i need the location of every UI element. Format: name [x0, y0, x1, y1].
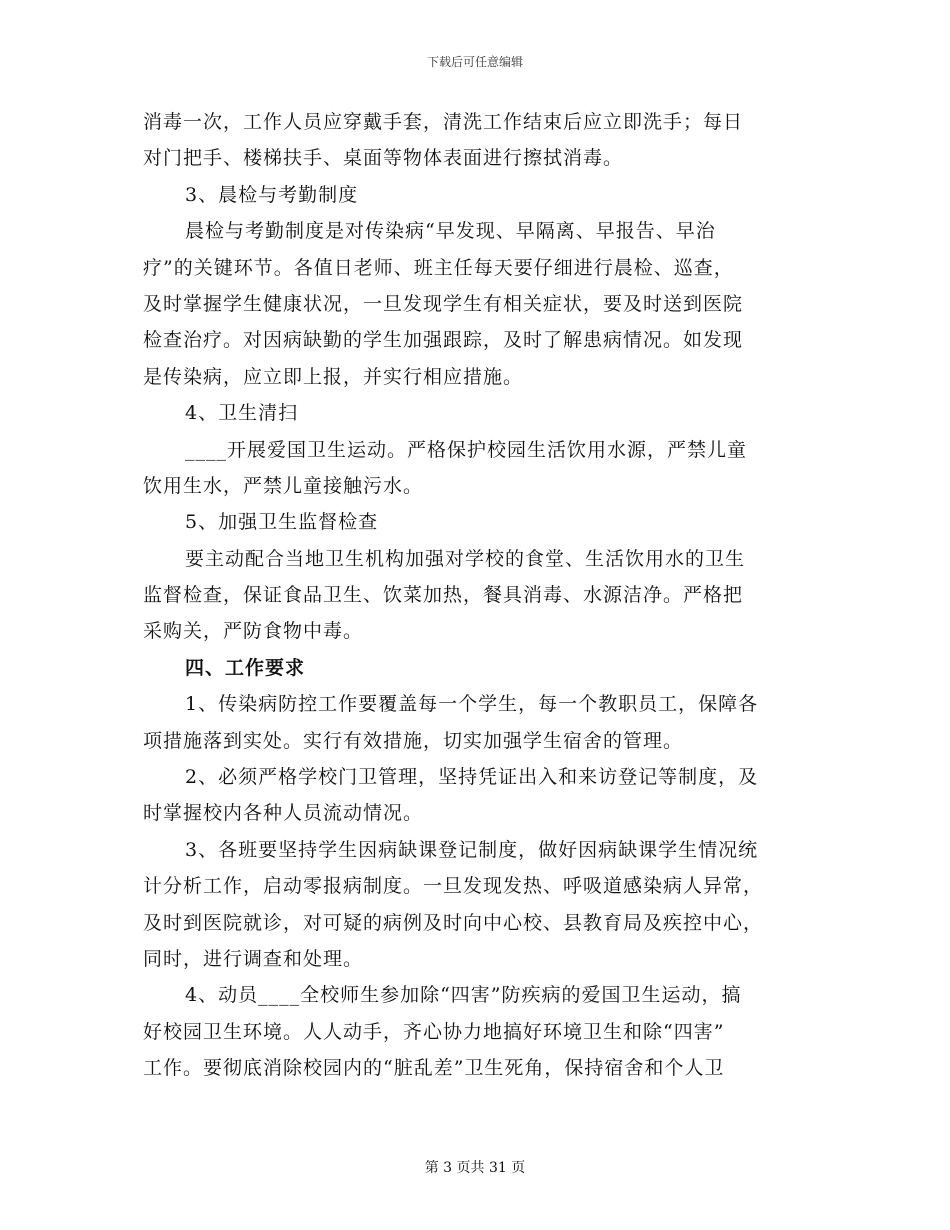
text-line: 同时，进行调查和处理。: [143, 947, 364, 970]
text-line: 4、动员____全校师生参加除“四害”防疾病的爱国卫生运动，搞: [185, 984, 742, 1007]
text-line: ____开展爱国卫生运动。严格保护校园生活饮用水源，严禁儿童: [185, 438, 748, 461]
text-line: 要主动配合当地卫生机构加强对学校的食堂、生活饮用水的卫生: [185, 547, 746, 570]
text-line: 4、卫生清扫: [185, 402, 299, 425]
text-line: 计分析工作，启动零报病制度。一旦发现发热、呼吸道感染病人异常，: [143, 875, 764, 898]
text-line: 检查治疗。对因病缺勤的学生加强跟踪，及时了解患病情况。如发现: [143, 329, 744, 352]
text-line: 疗”的关键环节。各值日老师、班主任每天要仔细进行晨检、巡查，: [143, 256, 734, 279]
page-footer: 第 3 页共 31 页: [424, 1160, 526, 1176]
text-line: 2、必须严格学校门卫管理，坚持凭证出入和来访登记等制度，及: [185, 766, 759, 789]
text-line: 消毒一次，工作人员应穿戴手套，清洗工作结束后应立即洗手；每日: [143, 111, 744, 133]
text-line: 及时到医院就诊，对可疑的病例及时向中心校、县教育局及疾控中心，: [143, 911, 764, 934]
page-header: 下载后可任意编辑: [426, 55, 523, 69]
text-line: 饮用生水，严禁儿童接触污水。: [143, 474, 424, 497]
text-line: 工作。要彻底消除校园内的“脏乱差”卫生死角，保持宿舍和个人卫: [143, 1057, 725, 1080]
section-heading: 四、工作要求: [185, 656, 306, 679]
document-body: [143, 104, 823, 1087]
text-line: 项措施落到实处。实行有效措施，切实加强学生宿舍的管理。: [143, 729, 684, 752]
text-line: 晨检与考勤制度是对传染病“早发现、早隔离、早报告、早治: [185, 220, 716, 243]
text-line: 对门把手、楼梯扶手、桌面等物体表面进行擦拭消毒。: [143, 147, 624, 170]
text-line: 3、晨检与考勤制度: [185, 183, 359, 206]
text-line: 采购关，严防食物中毒。: [143, 620, 364, 643]
text-line: 1、传染病防控工作要覆盖每一个学生，每一个教职员工，保障各: [185, 693, 759, 716]
text-line: 3、各班要坚持学生因病缺课登记制度，做好因病缺课学生情况统: [185, 838, 759, 861]
text-line: 好校园卫生环境。人人动手，齐心协力地搞好环境卫生和除“四害”: [143, 1020, 725, 1043]
text-line: 及时掌握学生健康状况，一旦发现学生有相关症状，要及时送到医院: [143, 292, 744, 315]
text-line: 5、加强卫生监督检查: [185, 511, 379, 534]
text-line: 监督检查，保证食品卫生、饮菜加热，餐具消毒、水源洁净。严格把: [143, 584, 744, 607]
text-line: 时掌握校内各种人员流动情况。: [143, 802, 424, 825]
text-line: 是传染病，应立即上报，并实行相应措施。: [143, 365, 524, 388]
